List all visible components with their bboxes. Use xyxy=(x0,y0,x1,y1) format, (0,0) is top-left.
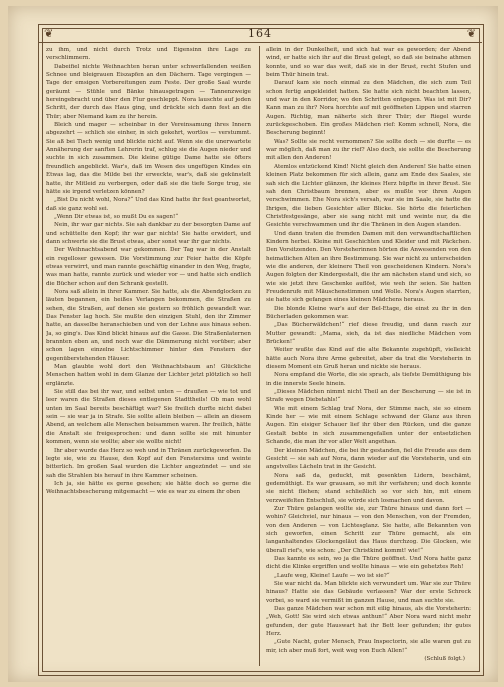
paragraph: Der Weihnachtsabend war gekommen. Der Tag war in der Anstalt ein regelloser gewesen. Die Vorstimmung zur Feier hatte die Köpfe etwas verwirrt, und man rannte geschäftig einander in den Weg, fragte, was man hatte, rannte zurück und wieder vor — und hatte sich endlich die Bücher schon auf den Schrank gestellt. xyxy=(46,247,251,287)
paragraph: „Wenn Dir etwas ist, so mußt Du es sagen!“ xyxy=(54,213,179,220)
paragraph: Man glaubte wohl dort den Weihnachtsbaum an! Glückliche Menschen hatten wohl in dem Glanze der Lichter jetzt plötzlich so hell erglänzte. xyxy=(46,364,251,387)
paragraph: Zur Thüre gelangen wollte sie, zur Thüre hinaus und dann fort — wohin? Gleichviel, nur hinaus — von den Menschen, von der Fremden, von den Anderen — von Lichtesglanz. Sie hatte, alle Bekannten von sich geworfen, einen Schritt zur Thüre gemacht, als ein langanhaltendes Glockengeläut das Haus durchzog. Die Glocken, wie überall rief's, wie schon: „Der Christkind kommt! wie!“ xyxy=(266,505,471,554)
paragraph: Ich ja, sie hätte es gerne gesehen; sie hätte doch so gerne die Weihnachtsbescherung mitgemacht — wie es war zu einem ihr oben xyxy=(46,480,251,496)
paragraph: Nein, ihr war gar nichts. Sie sah dankbar zu der besorgten Dame auf und schüttelte den Kopf; ihr war gar nichts! Sie hatte erwidert, und dann schwerte sie die Brust etwas, aber sonst war ihr gar nichts. xyxy=(46,222,251,245)
column-divider xyxy=(259,46,260,666)
paragraph: Sie war nicht da. Man blickte sich verwundert um. War sie zur Thüre hinaus? Hatte sie das Gebäude verlassen? War der erste Schreck vorbei, so ward sie vermißt im ganzen Hause, und man suchte sie. xyxy=(266,581,471,604)
paragraph: „Dieses Mädchen nimmt nicht Theil an der Bescherung — sie ist in Strafe wegen Diebstahls!“ xyxy=(266,389,471,404)
paragraph: allein in der Dunkelheit, und sich hat war es geworden; der Abend wind, er hatte sich ihr auf die Brust gelegt, so daß sie beinahe athmen konnte, und so war das weit, daß sie in der Brust, recht Stufen und beim Thür hinein trat. xyxy=(266,47,471,79)
ornament-left-icon: ❦ xyxy=(44,26,54,40)
paragraph: „Gute Nacht, guter Mensch, Frau Inspectorin, sie alle waren gut zu mir, ich aber muß fort, weit weg von Euch Allen!“ xyxy=(266,639,471,654)
paragraph: „Das Bücherwäldchen!“ rief diese freudig, und dann rasch zur Mutter gewandt: „Mama, sieh, da ist das niedliche Mädchen vom Brücken!“ xyxy=(266,322,471,346)
paragraph: Ihr aber wurde das Herz so weh und in Thränen zurückgeworfen. Da legte sie, wie zu Hause, den Kopf auf den Fenstersims und weinte bitterlich. Im großen Saal wurden die Lichter angezündet — und sie sah die Strahlen bis herauf in ihre Kammer scheinen. xyxy=(46,447,251,479)
paragraph: Und dann traten die fremden Damen mit den verwandtschaftlichen Kindern herbei. Kleine mit Geschichten und Kleider und mit Päckchen. Den Vorsitzenden. Den Vorsteherinnen hörten die Anwesenden von den heimatlichen Alten an ihre Bestimmung. Sie war nicht zu unterscheiden wie die anderen, der kleinere Theil von gescheidenen Kindern. Nora's Augen folgten der Kindergestalt, die ihr am nächsten stand und sich, so wie sie jetzt ihre Geschenke auflöst, wie weh ihr seien. Sie hatten Freudenrufe mit Mäuschenstimmen und Wolle. Nora's Augen starrten, sie hatte sich gefangen eines kleinen Mädchens heraus. xyxy=(266,230,471,304)
page-header xyxy=(38,24,482,43)
paragraph: Darauf kam sie noch einmal zu den Mädchen, die sich zum Teil schon fertig angekleidet hatten. Sie hatte sich nicht beachten lassen, und war in den Korridor, wo den Schritten entgegen. Was ist mit Dir? Kann man zu ihr? Nora horchte auf mit geöffneten Lippen und starren Augen. Richtig, man näherte sich ihrer Thür; der Riegel wurde zurückgeschoben. Ein großes Mädchen rief: Komm schnell, Nora, die Bescherung beginnt! xyxy=(266,80,471,137)
paragraph: Nora saß da, geduckt, mit gesenkten Lidern, beschämt, gedemüthigt. Es war grausam, so mit ihr verfahren; und doch konnte sie nicht fliehen; stand schließlich so vor sich hin, mit einem verzweifelten Entschluß, sie würde sich losmachen und davon. xyxy=(266,472,471,504)
magazine-page xyxy=(8,6,498,682)
paragraph: Weiter wußte das Kind auf die alte Bekannte zugehüpft, vielleicht hätte auch Nora ihre Arme gebreitet, aber da trat die Vorsteherin in diesem Moment ein Gruß heran und nickte sie heraus. xyxy=(266,347,471,371)
paragraph: Der kleinen Mädchen, die bei ihr gestanden, fiel die Freude aus dem Gesicht — sie sah auf Nora, dann wieder auf die Vorsteherin, und ein angstvolles Lächeln trat in ihr Gesicht. xyxy=(266,447,471,471)
page-number: 164 xyxy=(248,26,272,40)
paragraph: Das ganze Mädchen war schon mit eilig hinaus, als die Vorsteherin: „Weh, Gott! Sie wird sich etwas anthun!“ Aber Nora ward nicht mehr gefunden, der gute Hauswart hat ihr Bett leer gefunden; ihr gutes Herz. xyxy=(266,606,471,638)
paragraph: Was? Sollte sie recht vernommen? Sie sollte doch — sie durfte — es war möglich, daß man zu ihr rief? Also doch, sie sollte die Bescherung mit allen den Anderen! xyxy=(266,138,471,162)
ornament-right-icon: ❦ xyxy=(466,26,476,40)
text-column-left xyxy=(46,46,251,666)
continuation-note: (Schluß folgt.) xyxy=(424,656,465,663)
paragraph: Bleich und mager — scheinbar in der Vereinsamung ihres Innern abgezehrt — schlich sie einher, in sich gekehrt, wortlos — verstummt. Sie aß bei Tisch wenig und blickte nicht auf. Wenn sie die unerwartete Annäherung der sanften Lehrerin traf, schlug sie die Augen nieder und suchte in sich zusammen. Die kleine gütige Dame hatte sie öfters freundlich angeblickt. War's, daß im Wesen des ungefügen Kindes ein Etwas lag, das die Milde bei ihr erweckte, war's, daß sie gekünstelt hatte, ihr Mitleid zu verbergen, oder daß sie die tiefe Sorge trug, sie hätte sie irgend verletzen können? xyxy=(46,122,251,195)
text-column-right xyxy=(266,46,471,666)
paragraph: Nora empfand die Worte, die sie sprach, als tiefste Demüthigung bis in die innerste Seele hinein. xyxy=(266,372,471,387)
paragraph: Das kannte es sein, wo ja die Thüre geöffnet. Und Nora hatte ganz dicht die Klinke ergriffen und wollte hinaus — wie ein gehetztes Reh! xyxy=(266,555,471,571)
paragraph: „Bist Du nicht wohl, Nora?“ Und das Kind hatte ihr fest geantwortet, daß sie ganz wohl sei. xyxy=(46,197,251,212)
paragraph: Atemlos entzückend Kind! Nicht gleich den Anderen! Sie hatte einen kleinen Platz bekommen für sich allein, ganz am Ende des Saales, sie sah sich die Lichter glänzen, ihr kleines Herz hüpfte in ihrer Brust. Sie sah den Christbaum brennen, aber es mußte vor ihren Augen verschwimmen. Ehe Nora sich's versah, war sie im Saale, sie hatte die Ihrigen, die lieben Gesichter aller Blicke. Sie hörte die feierlichen Christfestgesänge, aber sie sang nicht mit und weinte nur, da die Gesichte verschwammen und ihr die Thränen in den Augen standen. xyxy=(266,163,471,229)
paragraph: Dabeifiel nichte Weihnachten heran unter schwerfallenden weißen Schnee und bleigrauen Eiszapfen an den Dächern. Tage vergingen — Tage der emsigen Vorbereitungen zum Feste. Der große Saal wurde geräumt — Stühle und Bänke hinausgetragen — Tannenzweige hereingebracht und über den Flur geschleppt. Nora lauschte auf jeden Schritt, der durch das Haus ging, und drückte sich dann fest an die Thür; aber Niemand kam zu ihr herein. xyxy=(46,63,251,120)
paragraph: Sie still das bei ihr war, und selbst unten — draußen — wie tot und leer waren die Straßen dieses entlegenen Stadttheils! Ob man wohl unten im Saal bereits beschäftigt war? Sie freilich durfte nicht dabei sein — sie war ja in Strafe. Sie sollte allein bleiben — allein an diesem Abend, an welchem alle Menschen beisammen waren. Ihr freilich, hätte die Anstalt sie freigesprochen: und dann sollte sie mit hinunter kommen, wenn sie wollte; aber sie wollte nicht! xyxy=(46,389,251,446)
paragraph: „Laufe weg, Kleine! Laufe — wo ist sie?“ xyxy=(274,572,390,579)
paragraph: Die blonde Kleine war's auf der Bel-Etage, die einst zu ihr in den Bücherladen gekommen war. xyxy=(266,305,471,320)
paragraph: Nora saß allein in ihrer Kammer. Sie hatte, als die Abendglocken zu läuten begannen, ein heißes Verlangen bekommen, die Straßen zu sehen, die Straßen, auf denen sie gestern so fröhlich gewandelt war. Das Fenster lag hoch. Sie mußte den einzigen Stuhl, den ihr Zimmer hatte, an dasselbe heranschieben und von der Lehne aus hinaus sehen. Ja, so ging's. Das Kind blickt hinaus auf die Gasse. Die Straßenlaternen brannten eben an, und noch war die Dämmerung nicht vorüber; aber schon lagen einzelne Lichtschimmer hinter den Fenstern der gegenüberstehenden Häuser. xyxy=(46,288,251,362)
paragraph: zu ihm, und nicht durch Trotz und Eigensinn ihre Lage zu verschlimmern. xyxy=(46,47,251,62)
paragraph: Wie mit einem Schlag traf Nora, der Stimme nach, sie so einem Kinde her — wie mit einem Schlage schwand der Glanz aus ihren Augen. Ein eisiger Schauer lief ihr über den Rücken, und die ganze Gestalt bebte in sich zusammengefallen unter der entsetzlichen Schande, die man ihr vor aller Welt angethan. xyxy=(266,405,471,446)
